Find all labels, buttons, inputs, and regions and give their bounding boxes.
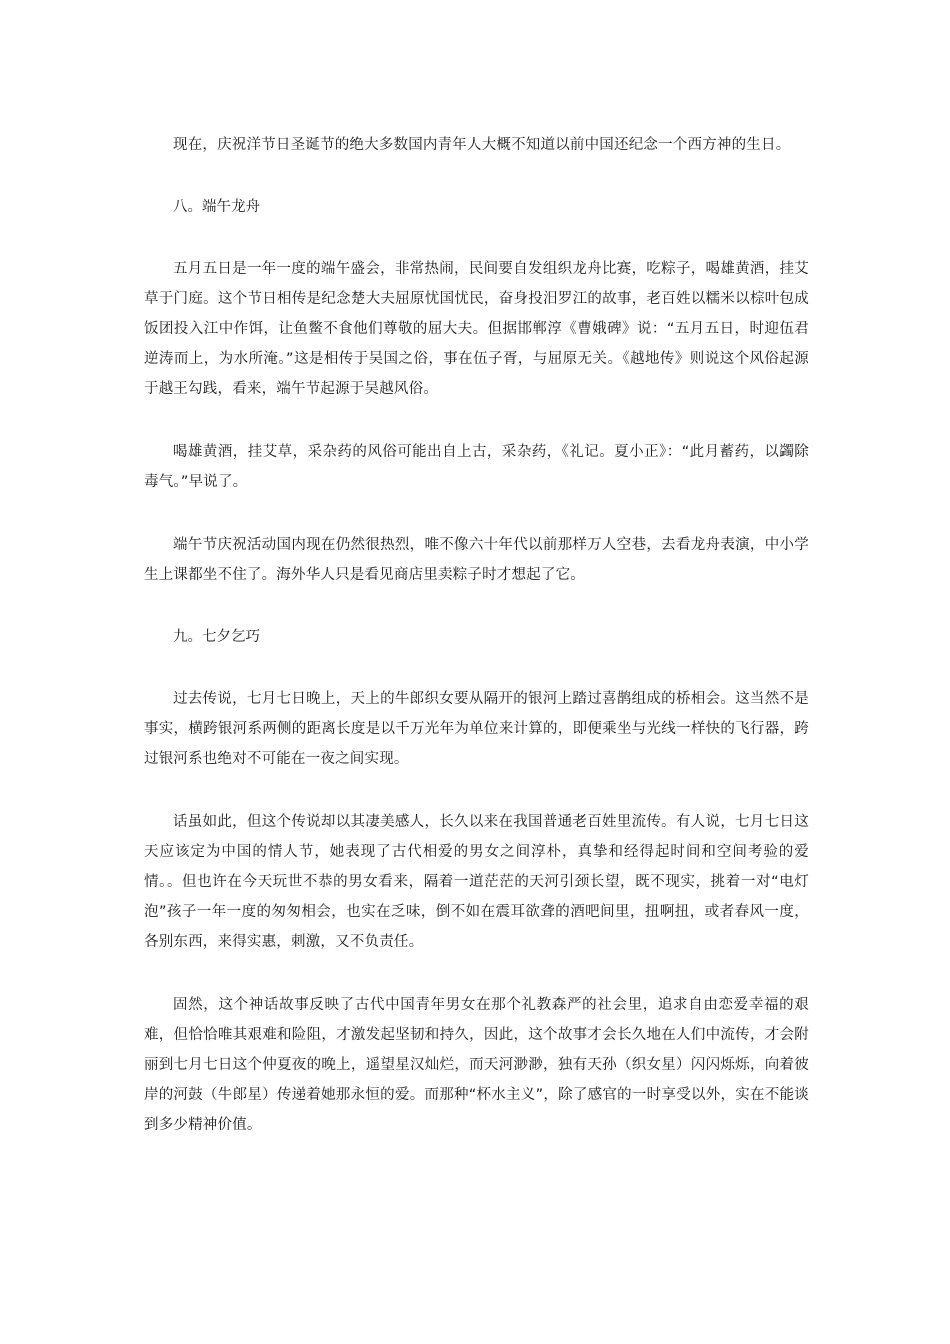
paragraph-duanwu-today: 端午节庆祝活动国内现在仍然很热烈，唯不像六十年代以前那样万人空巷，去看龙舟表演，中小学生上课都坐不住了。海外华人只是看见商店里卖粽子时才想起了它。	[144, 537, 809, 583]
document-page	[144, 130, 809, 1140]
paragraph-duanwu-intro: 五月五日是一年一度的端午盛会，非常热闹，民间要自发组织龙舟比赛，吃粽子，喝雄黄酒，挂艾草于门庭。这个节日相传是纪念楚大夫屈原忧国忧民，奋身投汨罗江的故事，老百姓以糯米以棕叶包成饭团投入江中作饵，让鱼鳖不食他们尊敬的屈大夫。但据邯郸淳《曹娥碑》说：“五月五日，时迎伍君逆涛而上，为水所淹。”这是相传于吴国之俗，事在伍子胥，与屈原无关。《越地传》则说这个风俗起源于越王勾践，看来，端午节起源于吴越风俗。	[144, 261, 809, 397]
paragraph-christmas: 现在，庆祝洋节日圣诞节的绝大多数国内青年人大概不知道以前中国还纪念一个西方神的生日。	[173, 137, 791, 153]
paragraph-qixi-legend: 过去传说，七月七日晚上，天上的牛郎织女要从隔开的银河上踏过喜鹊组成的桥相会。这当然不是事实，横跨银河系两侧的距离长度是以千万光年为单位来计算的，即便乘坐与光线一样快的飞行器，跨过银河系也绝对不可能在一夜之间实现。	[144, 691, 809, 767]
section-heading-dragon-boat: 八。端午龙舟	[173, 199, 260, 215]
section-heading-qixi: 九。七夕乞巧	[173, 629, 260, 645]
paragraph-qixi-meaning: 固然，这个神话故事反映了古代中国青年男女在那个礼教森严的社会里，追求自由恋爱幸福的艰难，但恰恰唯其艰难和险阻，才激发起坚韧和持久，因此，这个故事才会长久地在人们中流传，才会附丽到七月七日这个仲夏夜的晚上，遥望星汉灿烂，而天河渺渺，独有天孙（织女星）闪闪烁烁，向着彼岸的河鼓（牛郎星）传递着她那永恒的爱。而那种“杯水主义”，除了感官的一时享受以外，实在不能谈到多少精神价值。	[144, 997, 809, 1133]
paragraph-qixi-valentines: 话虽如此，但这个传说却以其凄美感人，长久以来在我国普通老百姓里流传。有人说，七月七日这天应该定为中国的情人节，她表现了古代相爱的男女之间淳朴，真挚和经得起时间和空间考验的爱情。。但也许在今天玩世不恭的男女看来，隔着一道茫茫的天河引颈长望，既不现实，挑着一对“电灯泡”孩子一年一度的匆匆相会，也实在乏味，倒不如在震耳欲聋的酒吧间里，扭啊扭，或者春风一度，各别东西，来得实惠，刺激，又不负责任。	[144, 814, 809, 950]
paragraph-duanwu-customs: 喝雄黄酒，挂艾草，采杂药的风俗可能出自上古，采杂药，《礼记。夏小正》：“此月蓄药，以蠲除毒气。”早说了。	[144, 444, 809, 490]
